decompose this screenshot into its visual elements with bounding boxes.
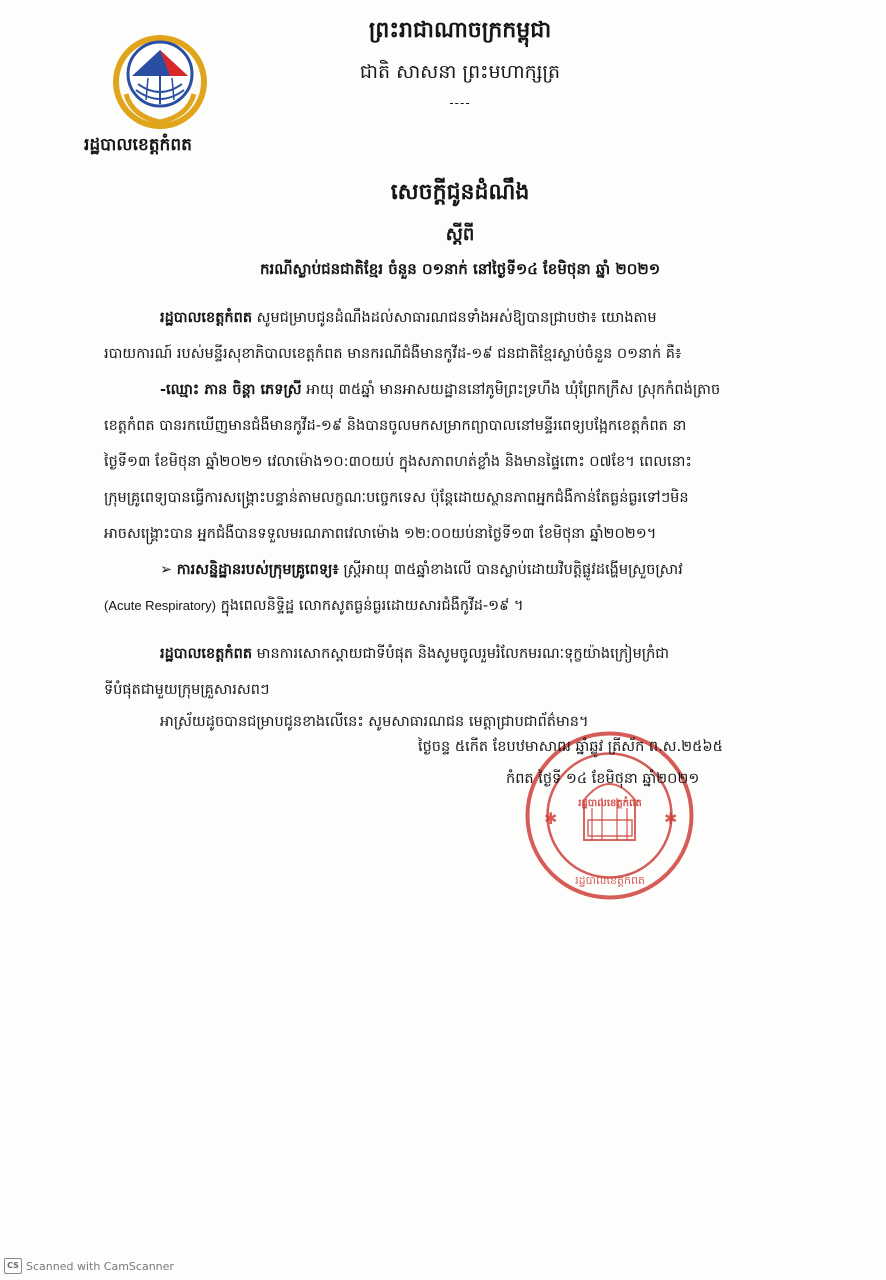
national-motto: ជាតិ សាសនា ព្រះមហាក្សត្រ bbox=[359, 61, 561, 83]
paragraph-2-line-1 bbox=[160, 380, 720, 400]
kingdom-heading: ព្រះរាជាណាចក្រកម្ពុជា bbox=[368, 18, 552, 43]
svg-text:✱: ✱ bbox=[664, 809, 678, 828]
paragraph-1-line-2: របាយការណ៍ របស់មន្ទីរសុខាភិបាលខេត្តកំពត មានករណីជំងឺមានកូវីដ-១៩ ជនជាតិខ្មែរស្លាប់ចំនួន ០១នាក់ គឺ៖ bbox=[104, 346, 682, 362]
document-about: ស្តីពី bbox=[445, 224, 475, 245]
header-separator: ---- bbox=[449, 96, 471, 110]
scanner-text: Scanned with CamScanner bbox=[26, 1259, 174, 1273]
paragraph-4-line-1 bbox=[160, 644, 669, 664]
seal-inner-text: រដ្ឋបាលខេត្តកំពត bbox=[578, 798, 642, 809]
paragraph-2-line-3: ថ្ងៃទី១៣ ខែមិថុនា ឆ្នាំ២០២១ វេលាម៉ោង១០:៣០យប់ ក្នុងសភាពហត់ខ្លាំង និងមានផ្ទៃពោះ ០៧ខែ។ ពេលនោះ bbox=[104, 454, 692, 470]
conclusion-label: ការសន្និដ្ឋានរបស់ក្រុមគ្រូពេទ្យ៖ bbox=[176, 562, 339, 578]
document-subject: ករណីស្លាប់ជនជាតិខ្មែរ ចំនួន ០១នាក់ នៅថ្ងៃទី១៤ ខែមិថុនា ឆ្នាំ ២០២១ bbox=[259, 260, 661, 278]
paragraph-1-line-1 bbox=[160, 308, 657, 328]
kampot-province-logo bbox=[112, 34, 208, 130]
svg-text:✱: ✱ bbox=[544, 809, 558, 828]
paragraph-2-line-5: អាចសង្គ្រោះបាន អ្នកជំងឺបានទទួលមរណភាពវេលាម៉ោង ១២:០០យប់នាថ្ងៃទី១៣ ខែមិថុនា ឆ្នាំ២០២១។ bbox=[104, 526, 657, 542]
paragraph-4-org: រដ្ឋបាលខេត្តកំពត bbox=[160, 646, 253, 662]
paragraph-3-text-2: ក្នុងពេលនិទ្ទិដ្ឋ លោកសូតធ្ងន់ធ្ងរដោយសារជំងឺកូវីដ-១៩ ។ bbox=[215, 598, 524, 614]
organization-name: រដ្ឋបាលខេត្តកំពត bbox=[84, 135, 192, 155]
paragraph-4-text-1: មានការសោកស្តាយជាទីបំផុត និងសូមចូលរួមរំលែកមរណៈទុក្ខយ៉ាងក្រៀមក្រំជា bbox=[252, 646, 670, 662]
bullet-arrow-icon: ➢ bbox=[160, 562, 173, 578]
paragraph-2-line-4: ក្រុមគ្រូពេទ្យបានធ្វើការសង្គ្រោះបន្ទាន់តាមលក្ខណៈបច្ចេកទេស ប៉ុន្តែដោយស្ថានភាពអ្នកជំងឺកាន់តែធ្ងន់ធ្ងរទៅៗមិន bbox=[104, 490, 689, 506]
paragraph-2-line-2: ខេត្តកំពត បានរកឃើញមានជំងឺមានកូវីដ-១៩ និងបានចូលមកសម្រាកព្យាបាលនៅមន្ទីរពេទ្យបង្អែកខេត្តកំពត នា bbox=[104, 418, 687, 434]
latin-term: (Acute Respiratory) bbox=[104, 598, 216, 613]
solar-date: កំពត ថ្ងៃទី ១៤ ខែមិថុនា ឆ្នាំ២០២១ bbox=[506, 771, 700, 787]
scanner-watermark bbox=[4, 1258, 174, 1274]
document-title: សេចក្តីជូនដំណឹង bbox=[390, 180, 530, 205]
kampot-logo-icon bbox=[112, 34, 208, 130]
seal-ring-text: រដ្ឋបាលខេត្តកំពត bbox=[575, 874, 645, 887]
paragraph-3-line-2 bbox=[104, 596, 524, 616]
lunar-date: ថ្ងៃចន្ទ ៥កើត ខែបឋមាសាឍ ឆ្នាំឆ្លូវ ត្រីស័ក ព.ស.២៥៦៥ bbox=[418, 739, 723, 755]
paragraph-4-line-2: ទីបំផុតជាមួយក្រុមគ្រួសារសពៗ bbox=[104, 682, 270, 698]
paragraph-3-text-1: ស្ត្រីអាយុ ៣៥ឆ្នាំខាងលើ បានស្លាប់ដោយវិបត្តិផ្លូវដង្ហើមស្រួចស្រាវ bbox=[338, 562, 683, 578]
camscanner-icon: CS bbox=[4, 1258, 22, 1274]
paragraph-1-text-1: សូមជម្រាបជូនដំណឹងដល់សាធារណជនទាំងអស់ឱ្យបានជ្រាបថា៖ យោងតាម bbox=[252, 310, 657, 326]
paragraph-5: អាស្រ័យដូចបានជម្រាបជូនខាងលើនេះ សូមសាធារណជន មេត្តាជ្រាបជាព័ត៌មាន។ bbox=[160, 714, 589, 730]
paragraph-2-text-1: អាយុ ៣៥ឆ្នាំ មានអាសយដ្ឋាននៅភូមិព្រះទ្រហឹង ឃុំព្រែកក្រឹស ស្រុកកំពង់ត្រាច bbox=[301, 382, 721, 398]
paragraph-3-line-1 bbox=[160, 560, 683, 580]
paragraph-1-org: រដ្ឋបាលខេត្តកំពត bbox=[160, 310, 253, 326]
patient-name: -ឈ្មោះ ភាន ចិន្តា ភេទស្រី bbox=[160, 382, 302, 398]
